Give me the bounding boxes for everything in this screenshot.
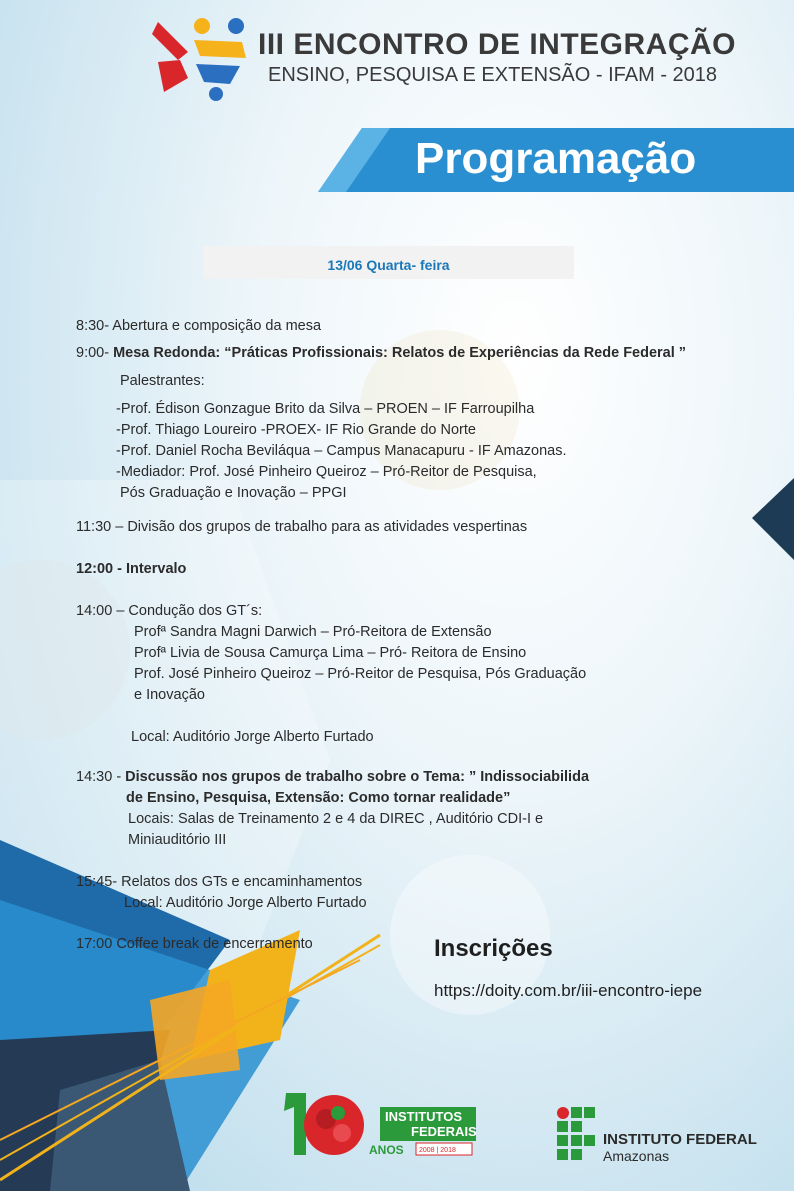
program-line: -Prof. Daniel Rocha Beviláqua – Campus Manacapuru - IF Amazonas. xyxy=(116,443,567,459)
program-line: Pós Graduação e Inovação – PPGI xyxy=(120,485,347,501)
program-line: -Prof. Édison Gonzague Brito da Silva – PROEN – IF Farroupilha xyxy=(116,401,535,417)
program-time: 9:00- xyxy=(76,345,114,361)
program-line: 15:45- Relatos dos GTs e encaminhamentos xyxy=(76,874,363,890)
event-subtitle: ENSINO, PESQUISA E EXTENSÃO - IFAM - 2018 xyxy=(268,64,718,86)
program-line: Local: Auditório Jorge Alberto Furtado xyxy=(131,729,374,745)
ifam-subtitle: Amazonas xyxy=(603,1148,670,1164)
date-label: 13/06 Quarta- feira xyxy=(327,257,450,273)
if10-years: 2008 | 2018 xyxy=(419,1147,456,1154)
program-line: -Prof. Thiago Loureiro -PROEX- IF Rio Grande do Norte xyxy=(116,422,476,438)
program-line: Local: Auditório Jorge Alberto Furtado xyxy=(124,895,367,911)
program-line: Profª Livia de Sousa Camurça Lima – Pró- Reitora de Ensino xyxy=(134,645,527,661)
program-time: 14:30 - xyxy=(76,769,126,785)
if10-line1: INSTITUTOS xyxy=(385,1109,463,1124)
program-line: 8:30- Abertura e composição da mesa xyxy=(76,318,322,334)
registration-title: Inscrições xyxy=(434,935,553,962)
event-title: III ENCONTRO DE INTEGRAÇÃO xyxy=(258,28,737,61)
program-line: 14:00 – Condução dos GT´s: xyxy=(76,603,263,619)
event-logo xyxy=(150,12,250,102)
program-line xyxy=(76,344,686,362)
program-line: 17:00 Coffee break de encerramento xyxy=(76,936,313,952)
registration-link[interactable]: https://doity.com.br/iii-encontro-iepe xyxy=(434,981,703,1000)
program-line: 12:00 - Intervalo xyxy=(76,561,187,577)
program-line: Miniauditório III xyxy=(128,832,227,848)
program-highlight: Discussão nos grupos de trabalho sobre o Tema: ” Indissociabilida xyxy=(125,769,590,785)
program-line: de Ensino, Pesquisa, Extensão: Como tornar realidade” xyxy=(126,790,511,806)
program-line: e Inovação xyxy=(134,687,205,703)
program-line: Profª Sandra Magni Darwich – Pró-Reitora de Extensão xyxy=(134,624,492,640)
program-highlight: Mesa Redonda: “Práticas Profissionais: Relatos de Experiências da Rede Federal ” xyxy=(113,345,687,361)
program-line: 11:30 – Divisão dos grupos de trabalho para as atividades vespertinas xyxy=(76,519,528,535)
if10-line2: FEDERAIS xyxy=(411,1124,477,1139)
program-line: Locais: Salas de Treinamento 2 e 4 da DIREC , Auditório CDI-I e xyxy=(128,811,544,827)
program-line: Palestrantes: xyxy=(120,373,205,389)
ifam-name: INSTITUTO FEDERAL xyxy=(603,1131,757,1148)
program-line: Prof. José Pinheiro Queiroz – Pró-Reitor de Pesquisa, Pós Graduação xyxy=(134,666,587,682)
if10-anos: ANOS xyxy=(369,1143,404,1157)
program-banner: Programação xyxy=(415,134,697,183)
program-line xyxy=(76,768,589,786)
program-line: -Mediador: Prof. José Pinheiro Queiroz – Pró-Reitor de Pesquisa, xyxy=(116,464,537,480)
date-box xyxy=(203,246,574,279)
ifam-logo-icon xyxy=(556,1106,596,1162)
